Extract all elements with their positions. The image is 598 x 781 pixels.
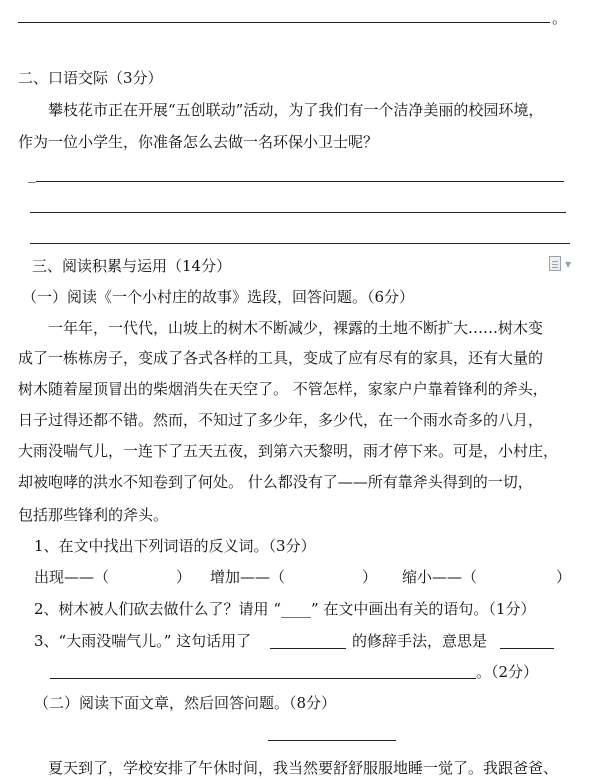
part-1-heading: （一）阅读《一个小村庄的故事》选段，回答问题。（6分） [22,288,415,306]
chevron-down-icon[interactable]: ▼ [565,260,572,269]
antonym-word: 出现——（ [34,568,110,586]
title-line[interactable] [268,740,396,741]
answer-prefix: _ [28,165,36,183]
question-1: 1、在文中找出下列词语的反义词。（3分） [34,537,316,555]
section-2-paragraph-line-1: 攀枝花市正在开展“五创联动”活动，为了我们有一个洁净美丽的校园环境， [48,101,544,119]
antonym-close: ） [176,568,192,586]
antonym-close: ） [362,568,378,586]
question-3-prefix: 3、“大雨没喘气儿。” 这句话用了 [34,632,252,650]
meaning-answer-line[interactable] [50,678,476,679]
section-2-paragraph-line-2: 作为一位小学生，你准备怎么去做一名环保小卫士呢？ [18,133,379,151]
meaning-answer-line[interactable] [500,648,554,649]
passage-line: 日子过得还都不错。然而，不知过了多少年，多少代，在一个雨水奇多的八月， [18,411,544,429]
question-2-blank: ____ [280,600,311,618]
passage-line: 包括那些锋利的斧头。 [18,506,169,524]
answer-line [30,243,570,244]
question-2-prefix: 2、树木被人们砍去做什么了？请用 “ [34,600,281,618]
question-2 [34,599,535,619]
top-line-end: 。 [552,9,568,27]
answer-line [18,22,550,23]
antonym-word: 增加——（ [210,568,286,586]
question-3-score: 。（2分） [476,663,539,681]
answer-line [36,181,564,182]
section-3-heading: 三、阅读积累与运用（14分） [32,257,232,275]
section-2-heading: 二、口语交际（3分） [18,69,163,87]
antonym-close: ） [556,568,572,586]
antonym-word: 缩小——（ [402,568,478,586]
passage-line: 一年年，一代代，山坡上的树木不断减少，裸露的土地不断扩大……树木变 [48,319,544,337]
passage-line: 大雨没喘气儿，一连下了五天五夜，到第六天黎明，雨才停下来。可是，小村庄， [18,442,559,460]
part-2-first-line: 夏天到了，学校安排了午休时间，我当然要舒舒服服地睡一觉了。我跟爸爸、 [48,759,559,777]
passage-line: 成了一栋栋房子，变成了各式各样的工具，变成了应有尽有的家具，还有大量的 [18,349,544,367]
passage-line: 树木随着屋顶冒出的柴烟消失在天空了。 不管怎样，家家户户靠着锋利的斧头， [18,380,548,398]
answer-line [30,212,566,213]
question-2-suffix: ” 在文中画出有关的语句。（1分） [310,600,536,618]
document-icon[interactable] [549,256,561,271]
part-2-heading: （二）阅读下面文章，然后回答问题。（8分） [34,694,337,712]
passage-line: 却被咆哮的洪水不知卷到了何处。 什么都没有了——所有靠斧头得到的一切， [18,473,533,491]
question-3-middle: 的修辞手法，意思是 [352,632,488,650]
rhetoric-answer-line[interactable] [270,648,346,649]
